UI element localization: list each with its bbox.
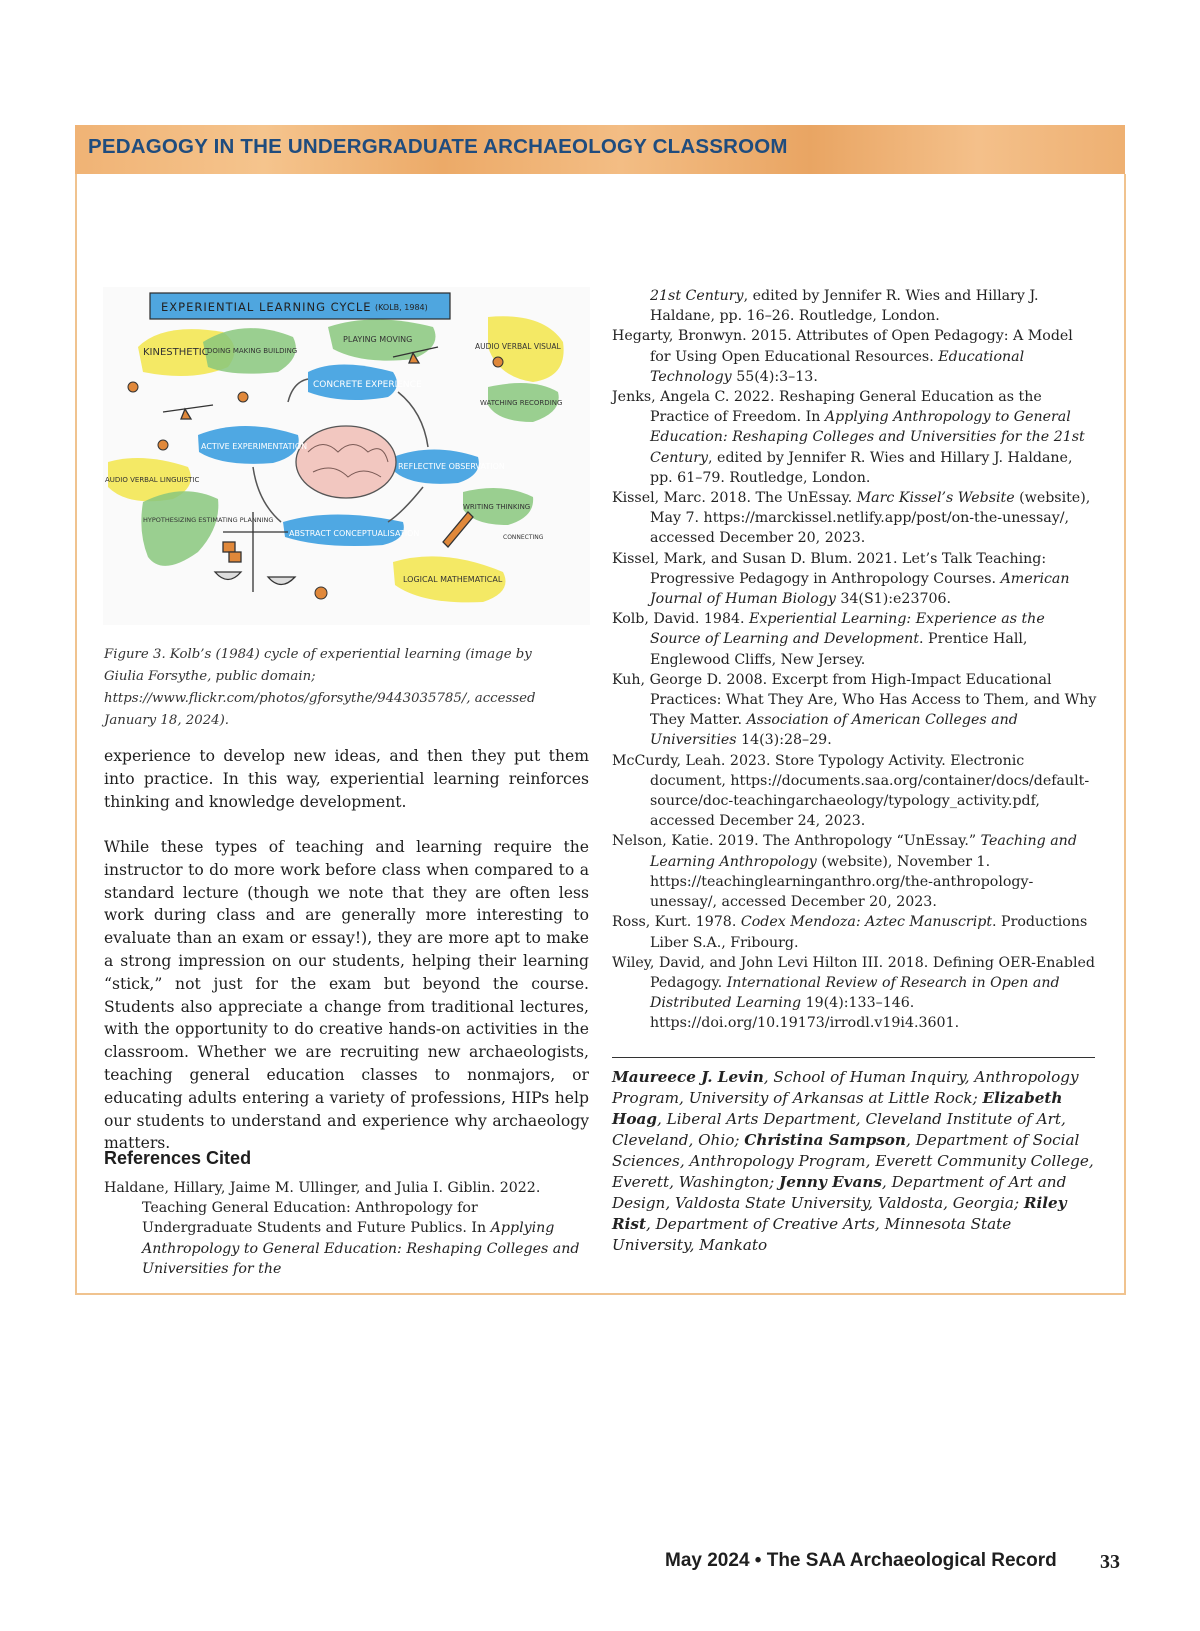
label-playing: PLAYING MOVING xyxy=(343,335,413,344)
header-banner xyxy=(75,125,1125,174)
label-hypothesizing: HYPOTHESIZING ESTIMATING PLANNING xyxy=(143,516,274,524)
reference-haldane-continued: 21st Century, edited by Jennifer R. Wies and Hillary J. Haldane, pp. 16–26. Routledge, London. xyxy=(650,288,1039,325)
label-doing: DOING MAKING BUILDING xyxy=(207,347,298,355)
label-watching: WATCHING RECORDING xyxy=(480,399,563,407)
reference-hegarty: Hegarty, Bronwyn. 2015. Attributes of Open Pedagogy: A Model for Using Open Educational Resources. Educational Technology 55(4):3–13. xyxy=(612,328,1073,385)
label-writing: WRITING THINKING xyxy=(463,503,531,511)
label-kinesthetic: KINESTHETIC xyxy=(143,347,209,358)
section-title: PEDAGOGY IN THE UNDERGRADUATE ARCHAEOLOGY CLASSROOM xyxy=(88,135,788,158)
stage-active-experimentation: ACTIVE EXPERIMENTATION xyxy=(201,442,308,451)
reference-kuh: Kuh, George D. 2008. Excerpt from High-Impact Educational Practices: What They Are, Who Has Access to Them, and Why They Matter. Association of American Colleges and Universities 14(3):28–29. xyxy=(612,671,1097,749)
body-paragraph-2: While these types of teaching and learning require the instructor to do more work before class when compared to a standard lecture (though we note that they are often less work during class and are generally more interesting to evaluate than an exam or essay!), they are more apt to make a strong impression on our students, helping their learning “stick,” not just for the exam but beyond the course. Students also appreciate a change from traditional lectures, with the opportunity to do creative hands-on activities in the classroom. Whether we are recruiting new archaeologists, teaching general education classes to nonmajors, or educating adults entering a variety of professions, HIPs help our students to understand and experience why archaeology matters. xyxy=(104,838,589,1153)
reference-kolb: Kolb, David. 1984. Experiential Learning: Experience as the Source of Learning and Development. Prentice Hall, Englewood Cliffs, New Jersey. xyxy=(612,611,1045,668)
reference-kissel-blum: Kissel, Mark, and Susan D. Blum. 2021. Let’s Talk Teaching: Progressive Pedagogy in Anthropology Courses. American Journal of Human Biology 34(S1):e23706. xyxy=(612,550,1070,608)
references-column-right xyxy=(612,286,1097,1034)
label-audio-visual: AUDIO VERBAL VISUAL xyxy=(475,342,561,351)
stage-abstract-conceptualisation: ABSTRACT CONCEPTUALISATION xyxy=(289,529,420,538)
references-heading: References Cited xyxy=(104,1148,252,1168)
stage-reflective-observation: REFLECTIVE OBSERVATION xyxy=(398,462,505,471)
reference-mccurdy: McCurdy, Leah. 2023. Store Typology Activity. Electronic document, https://documents.saa.org/container/docs/default-source/doc-teachingarchaeology/typology_activity.pdf, accessed December 24, 2023. xyxy=(612,752,1090,830)
reference-ross: Ross, Kurt. 1978. Codex Mendoza: Aztec Manuscript. Productions Liber S.A., Fribourg. xyxy=(612,914,1088,951)
figure-title: EXPERIENTIAL LEARNING CYCLE xyxy=(161,300,372,314)
reference-nelson: Nelson, Katie. 2019. The Anthropology “UnEssay.” Teaching and Learning Anthropology (website), November 1. https://teachinglearninganthro.org/the-anthropology-unessay/, accessed December 20, 2023. xyxy=(612,833,1077,911)
author-divider xyxy=(612,1057,1095,1058)
author-affiliations: Maureece J. Levin, School of Human Inquiry, Anthropology Program, University of Arkansas at Little Rock; Elizabeth Hoag, Liberal Arts Department, Cleveland Institute of Art, Cleveland, Ohio; Christina Sampson, Department of Social Sciences, Anthropology Program, Everett Community College, Everett, Washington; Jenny Evans, Department of Art and Design, Valdosta State University, Valdosta, Georgia; Riley Rist, Department of Creative Arts, Minnesota State University, Mankato xyxy=(612,1068,1094,1254)
body-paragraph-1: experience to develop new ideas, and then they put them into practice. In this way, experiential learning reinforces thinking and knowledge development. xyxy=(104,747,589,811)
page-number: 33 xyxy=(1100,1551,1120,1573)
brain-icon xyxy=(296,426,396,498)
reference-wiley: Wiley, David, and John Levi Hilton III. 2018. Defining OER-Enabled Pedagogy. International Review of Research in Open and Distributed Learning 19(4):133–146. https://doi.org/10.19173/irrodl.v19i4.3601. xyxy=(612,954,1095,1032)
label-connecting: CONNECTING xyxy=(503,534,544,541)
experiential-learning-cycle-illustration xyxy=(103,287,590,625)
footer-issue: May 2024 • The SAA Archaeological Record xyxy=(665,1550,1057,1571)
reference-jenks: Jenks, Angela C. 2022. Reshaping General Education as the Practice of Freedom. In Applying Anthropology to General Education: Reshaping Colleges and Universities for the 21st Century, edited by Jennifer R. Wies and Hillary J. Haldane, pp. 61–79. Routledge, London. xyxy=(612,389,1085,486)
figure-title-citation: (KOLB, 1984) xyxy=(375,303,428,312)
reference-kissel: Kissel, Marc. 2018. The UnEssay. Marc Kissel’s Website (website), May 7. https://marckissel.netlify.app/post/on-the-unessay/, accessed December 20, 2023. xyxy=(612,490,1091,547)
label-logical: LOGICAL MATHEMATICAL xyxy=(403,575,503,584)
references-column-left xyxy=(104,1178,584,1279)
figure-caption: Figure 3. Kolb’s (1984) cycle of experiential learning (image by Giulia Forsythe, public domain; https://www.flickr.com/photos/gforsythe/9443035785/, accessed January 18, 2024). xyxy=(104,647,536,728)
label-audio-linguistic: AUDIO VERBAL LINGUISTIC xyxy=(105,476,200,484)
stage-concrete-experience: CONCRETE EXPERIENCE xyxy=(313,380,422,390)
reference-haldane: Haldane, Hillary, Jaime M. Ullinger, and Julia I. Giblin. 2022. Teaching General Education: Anthropology for Undergraduate Students and Future Publics. In Applying Anthropology to General Education: Reshaping Colleges and Universities for the xyxy=(104,1180,580,1277)
